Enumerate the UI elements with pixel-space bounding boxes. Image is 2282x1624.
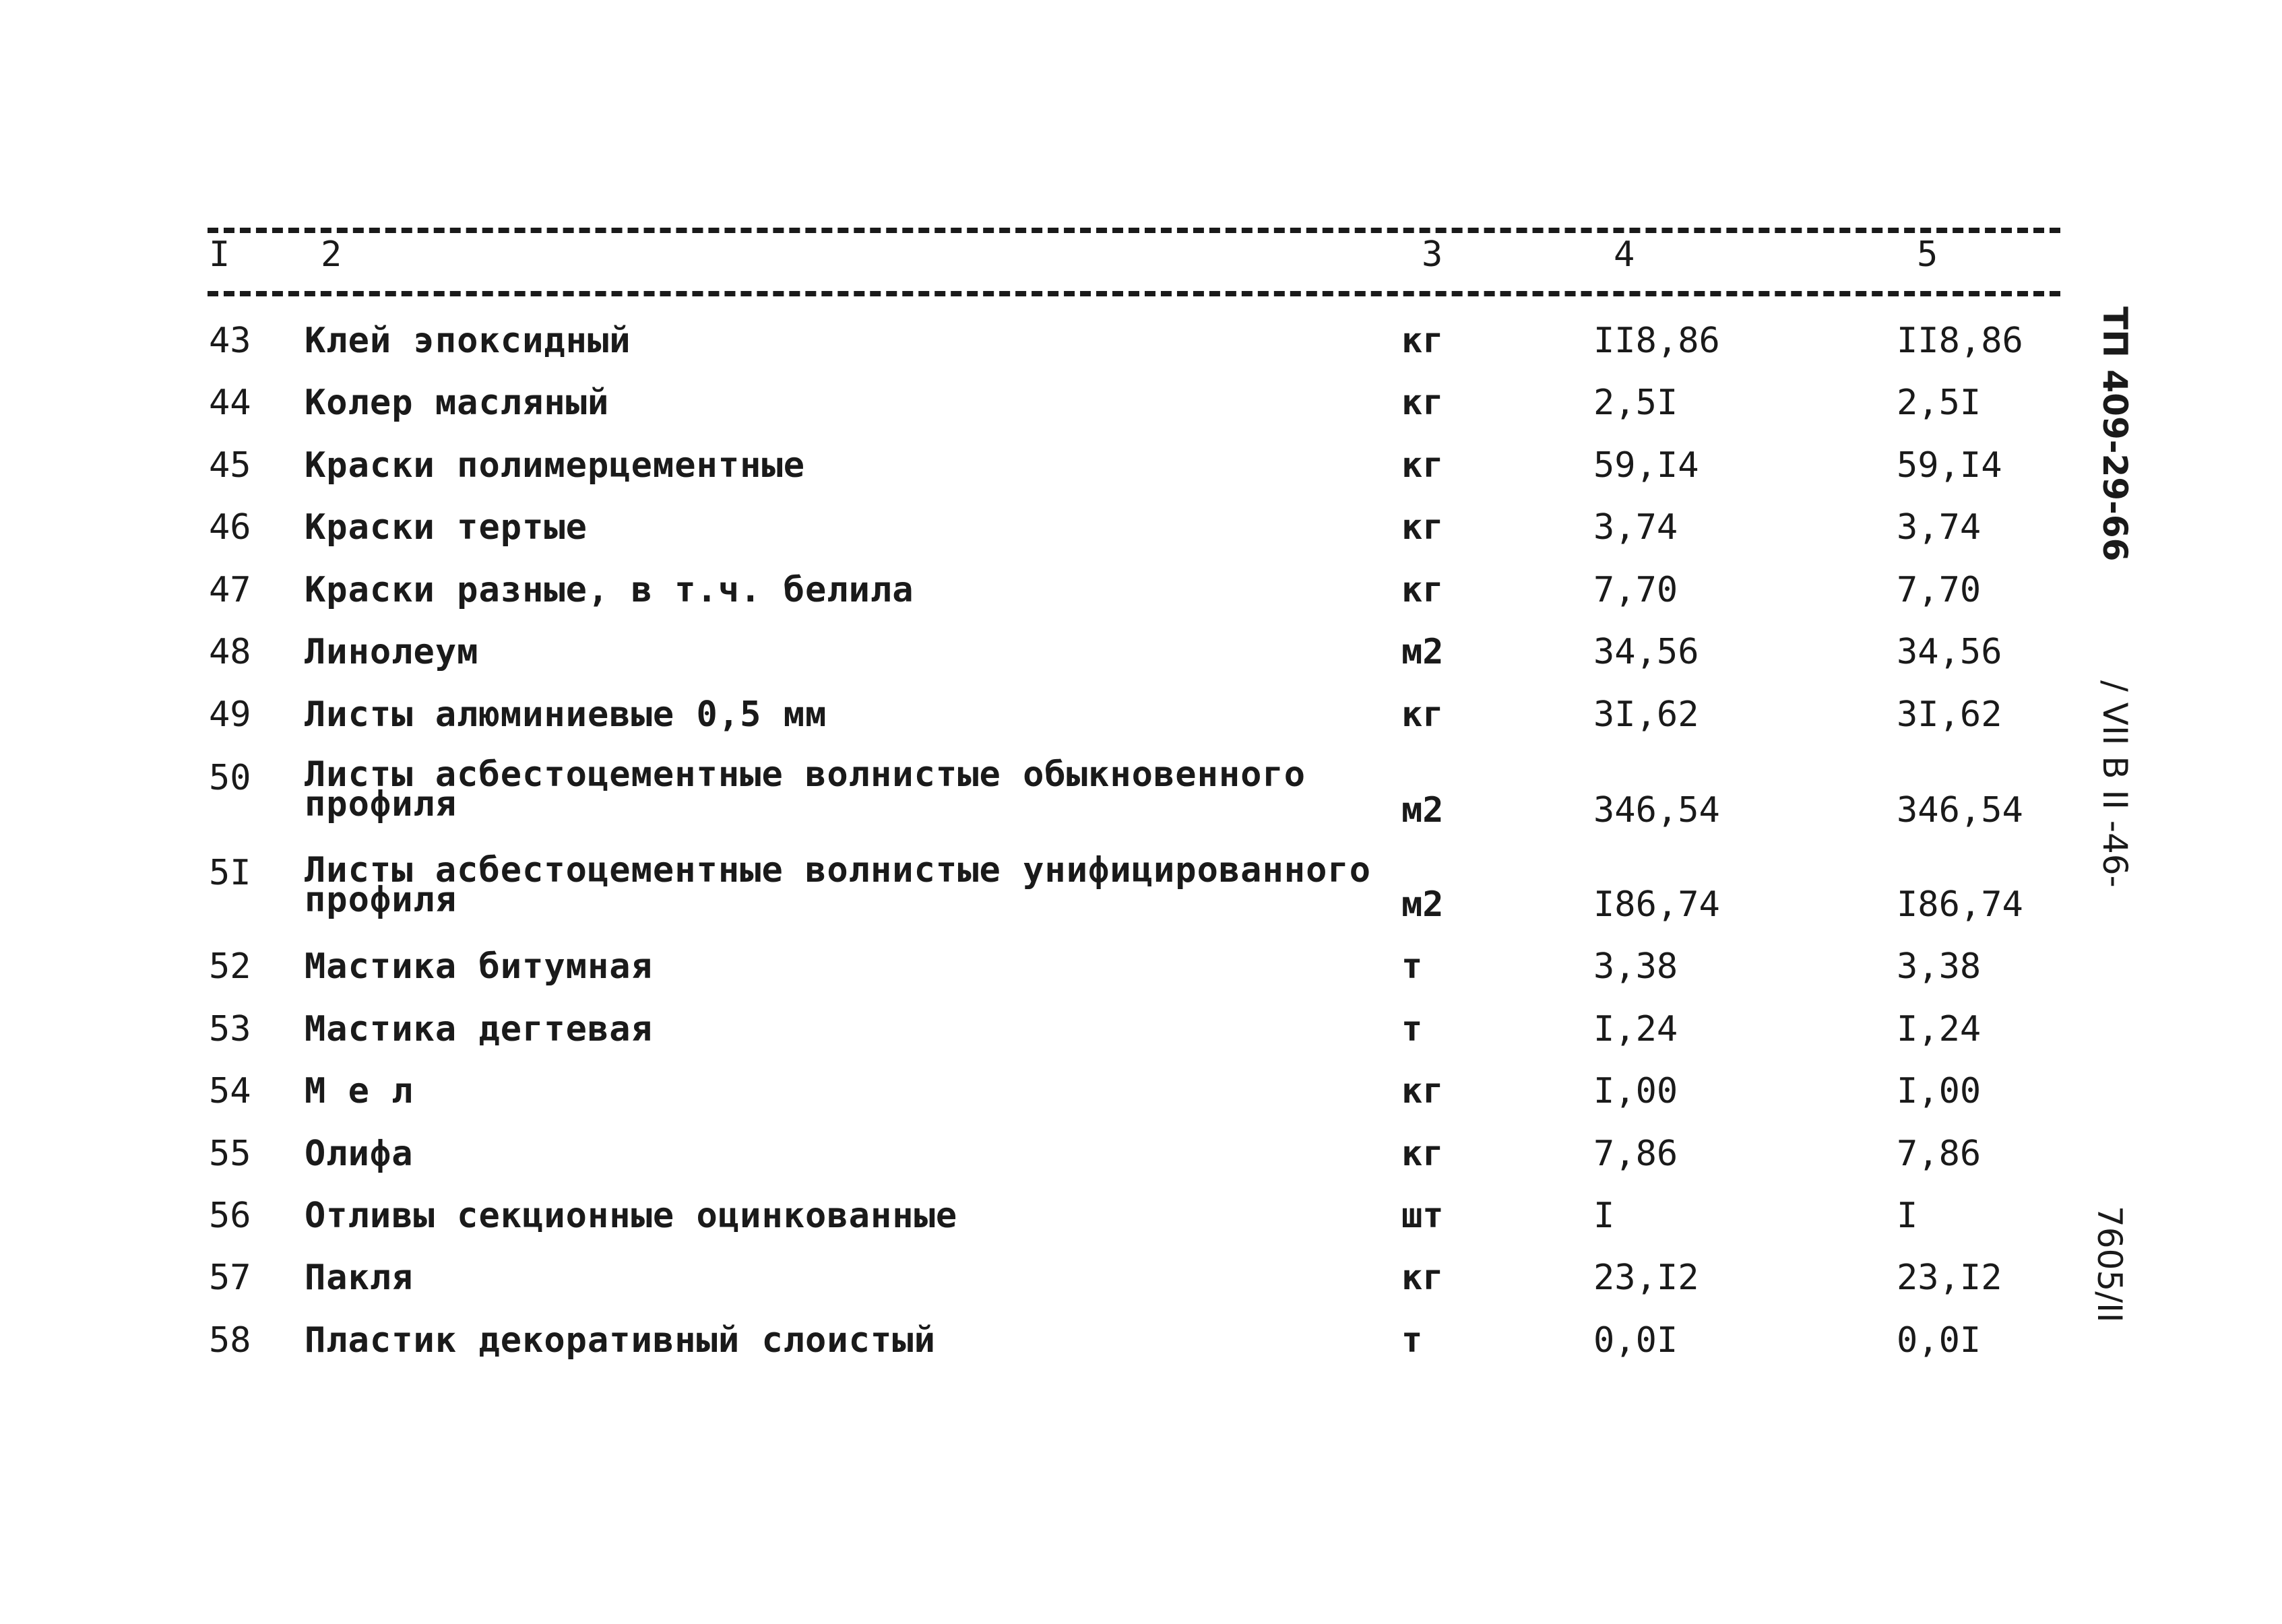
unit: кг	[1401, 321, 1444, 361]
row-number: 50	[209, 758, 251, 798]
quantity-col4: I,00	[1593, 1071, 1678, 1111]
unit: м2	[1401, 790, 1444, 831]
unit: т	[1401, 1320, 1423, 1361]
quantity-col4: 2,5I	[1593, 383, 1678, 423]
quantity-col4: 3,74	[1593, 507, 1678, 548]
quantity-col5: 3,74	[1897, 507, 1982, 548]
row-number: 56	[209, 1196, 251, 1236]
unit: кг	[1401, 570, 1444, 610]
material-name: Мастика дегтевая	[305, 1009, 653, 1049]
quantity-col5: 34,56	[1897, 632, 2002, 672]
row-number: 48	[209, 632, 251, 672]
unit: кг	[1401, 694, 1444, 735]
unit: кг	[1401, 1258, 1444, 1298]
quantity-col5: I	[1897, 1196, 1918, 1236]
quantity-col4: 3I,62	[1593, 694, 1699, 735]
quantity-col5: 7,86	[1897, 1134, 1982, 1174]
row-number: 53	[209, 1009, 251, 1049]
quantity-col4: 0,0I	[1593, 1320, 1678, 1361]
row-number: 57	[209, 1258, 251, 1298]
row-number: 47	[209, 570, 251, 610]
quantity-col4: 23,I2	[1593, 1258, 1699, 1298]
material-name: Клей эпоксидный	[305, 321, 631, 361]
material-name: Краски разные, в т.ч. белила	[305, 570, 914, 610]
quantity-col4: I	[1593, 1196, 1615, 1236]
material-name: М е л	[305, 1071, 414, 1111]
quantity-col4: I86,74	[1593, 884, 1720, 925]
material-name: Колер масляный	[305, 383, 610, 423]
quantity-col5: 3,38	[1897, 946, 1982, 987]
quantity-col4: I,24	[1593, 1009, 1678, 1049]
unit: кг	[1401, 383, 1444, 423]
inventory-number: 7605/II	[2090, 1206, 2129, 1323]
unit: кг	[1401, 445, 1444, 486]
quantity-col5: II8,86	[1897, 321, 2023, 361]
quantity-col4: 3,38	[1593, 946, 1678, 987]
column-header-5: 5	[1917, 234, 1938, 275]
row-number: 43	[209, 321, 251, 361]
quantity-col5: 0,0I	[1897, 1320, 1982, 1361]
material-name: Пластик декоративный слоистый	[305, 1320, 936, 1361]
quantity-col5: 23,I2	[1897, 1258, 2002, 1298]
unit: т	[1401, 1009, 1423, 1049]
quantity-col5: 2,5I	[1897, 383, 1982, 423]
column-header-2: 2	[321, 234, 342, 275]
row-number: 44	[209, 383, 251, 423]
row-number: 58	[209, 1320, 251, 1361]
row-number: 45	[209, 445, 251, 486]
quantity-col5: 346,54	[1897, 790, 2023, 831]
row-number: 5I	[209, 853, 251, 893]
quantity-col5: I,00	[1897, 1071, 1982, 1111]
quantity-col4: 34,56	[1593, 632, 1699, 672]
header-dashed-rule	[208, 291, 2060, 296]
unit: кг	[1401, 1134, 1444, 1174]
material-name: Листы асбестоцементные волнистые обыкновенного профиля	[305, 754, 1306, 824]
material-name: Краски тертые	[305, 507, 588, 548]
quantity-col4: 7,86	[1593, 1134, 1678, 1174]
unit: кг	[1401, 1071, 1444, 1111]
column-header-1: I	[209, 234, 230, 275]
quantity-col5: 59,I4	[1897, 445, 2002, 486]
column-header-3: 3	[1422, 234, 1443, 275]
row-number: 52	[209, 946, 251, 987]
row-number: 55	[209, 1134, 251, 1174]
unit: кг	[1401, 507, 1444, 548]
top-dashed-rule	[208, 228, 2060, 233]
quantity-col5: I86,74	[1897, 884, 2023, 925]
quantity-col5: 7,70	[1897, 570, 1982, 610]
material-name: Линолеум	[305, 632, 479, 672]
material-name: Краски полимерцементные	[305, 445, 806, 486]
quantity-col4: 59,I4	[1593, 445, 1699, 486]
column-header-4: 4	[1614, 234, 1635, 275]
material-name: Отливы секционные оцинкованные	[305, 1196, 958, 1236]
row-number: 49	[209, 694, 251, 735]
sheet-reference: / VII В II -46-	[2095, 680, 2134, 888]
row-number: 54	[209, 1071, 251, 1111]
quantity-col4: 346,54	[1593, 790, 1720, 831]
material-name: Листы алюминиевые 0,5 мм	[305, 694, 827, 735]
material-name: Пакля	[305, 1258, 414, 1298]
unit: шт	[1401, 1196, 1444, 1236]
row-number: 46	[209, 507, 251, 548]
quantity-col4: 7,70	[1593, 570, 1678, 610]
unit: м2	[1401, 884, 1444, 925]
document-code: ТП 409-29-66	[2095, 306, 2134, 562]
quantity-col5: 3I,62	[1897, 694, 2002, 735]
quantity-col4: II8,86	[1593, 321, 1720, 361]
material-name: Мастика битумная	[305, 946, 653, 987]
material-name: Олифа	[305, 1134, 414, 1174]
quantity-col5: I,24	[1897, 1009, 1982, 1049]
unit: т	[1401, 946, 1423, 987]
material-name: Листы асбестоцементные волнистые унифицированного профиля	[305, 850, 1372, 920]
unit: м2	[1401, 632, 1444, 672]
